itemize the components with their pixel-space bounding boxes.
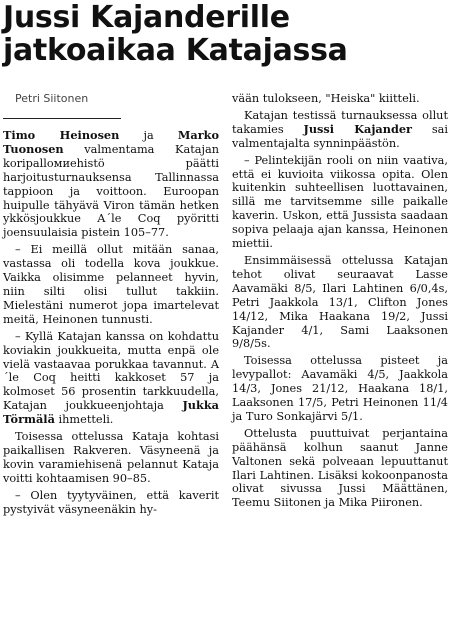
paragraph-text: – Kyllä Katajan kanssa on kohdattu koviakin joukkueita, mutta enpä ole vielä vastaavaa porukkaa tavannut. A´le Coq heitti kakkoset 57 ja kolmoset 56 prosentin tarkkuudella, Katajan joukkueenjohtaja: [3, 329, 219, 413]
paragraph: [3, 330, 219, 427]
lead-connector: ja: [119, 129, 178, 142]
lead-text: valmentama Katajan koripalloмиehistö päätti harjoitusturnauksensa Tallinnassa tappioon ja voittoon. Euroopan huipulle tähyävä Viron tämän hetken ykkösjoukkue A´le Coq pyöritti joensuulaisia pistein 105–77.: [3, 142, 219, 240]
paragraph-text-end: ihmetteli.: [54, 413, 114, 427]
name-tuononen: Marko Tuonosen: [3, 128, 220, 156]
paragraph-text-end: sai valmentajalta synninpäästön.: [232, 122, 448, 150]
byline: Petri Siitonen: [15, 92, 89, 105]
paragraph: – Olen tyytyväinen, että kaverit pystyivät väsyneenäkin hy-: [3, 488, 219, 516]
right-column: [232, 92, 448, 622]
paragraph-stats-game-2: Toisessa ottelussa pisteet ja levypallot: Aavamäki 4/5, Jaakkola 14/3, Jones 21/12, Haakana 18/1, Laaksonen 17/5, Petri Heinonen 11/4 ja Turo Sonkajärvi 5/1.: [232, 354, 448, 423]
headline: [3, 0, 446, 67]
paragraph: – Pelintekijän rooli on niin vaativa, että ei kuvioita viikossa opita. Olen kuitenkin suhteellisen luottavainen, sillä me tarvitsemme sille paikalle kaverin. Uskon, että Jussista saadaan sopiva pelaaja ajan kanssa, Heinonen miettii.: [232, 153, 448, 251]
name-tormala: Jukka Törmälä: [3, 398, 219, 427]
article-body: [3, 92, 448, 622]
byline-rule: [3, 118, 121, 119]
headline-line-1: Jussi Kajanderille: [3, 0, 290, 35]
paragraph-stats-game-1: Ensimmäisessä ottelussa Katajan tehot olivat seuraavat Lasse Aavamäki 8/5, Ilari Lahtinen 6/0,4s, Petri Jaakkola 13/1, Clifton Jones 14/12, Mika Haakana 19/2, Jussi Kajander 4/1, Sami Laaksonen 9/8/5s.: [232, 253, 448, 351]
left-column: [3, 92, 219, 622]
byline-block: [3, 92, 219, 119]
headline-line-2: jatkoaikaa Katajassa: [3, 33, 348, 68]
paragraph: Ottelusta puuttuivat perjantaina päähänsä kolhun saanut Janne Valtonen sekä polveaan lepuuttanut Ilari Lahtinen. Lisäksi kokoonpanosta olivat sivussa Jussi Määttänen, Teemu Siitonen ja Mika Piironen.: [232, 426, 448, 510]
name-kajander: Jussi Kajander: [303, 121, 413, 136]
paragraph: – Ei meillä ollut mitään sanaa, vastassa oli todella kova joukkue. Vaikka olisimme pelanneet hyvin, niin silti olisi tullut takkiin. Mielestäni numerot jopa imartelevat meitä, Heinonen tunnusti.: [3, 243, 219, 326]
paragraph-continued: vään tulokseen, "Heiska" kiitteli.: [232, 92, 420, 105]
paragraph: [232, 109, 448, 151]
paragraph: Toisessa ottelussa Kataja kohtasi paikallisen Rakveren. Väsyneenä ja kovin varamiehisenä pelannut Kataja voitti kohtaamisen 90–85.: [3, 430, 219, 485]
name-heinonen: Timo Heinosen: [3, 128, 120, 142]
paragraph-text: Katajan testissä turnauksessa ollut takamies: [232, 108, 448, 136]
paragraph-lead: [3, 129, 219, 240]
